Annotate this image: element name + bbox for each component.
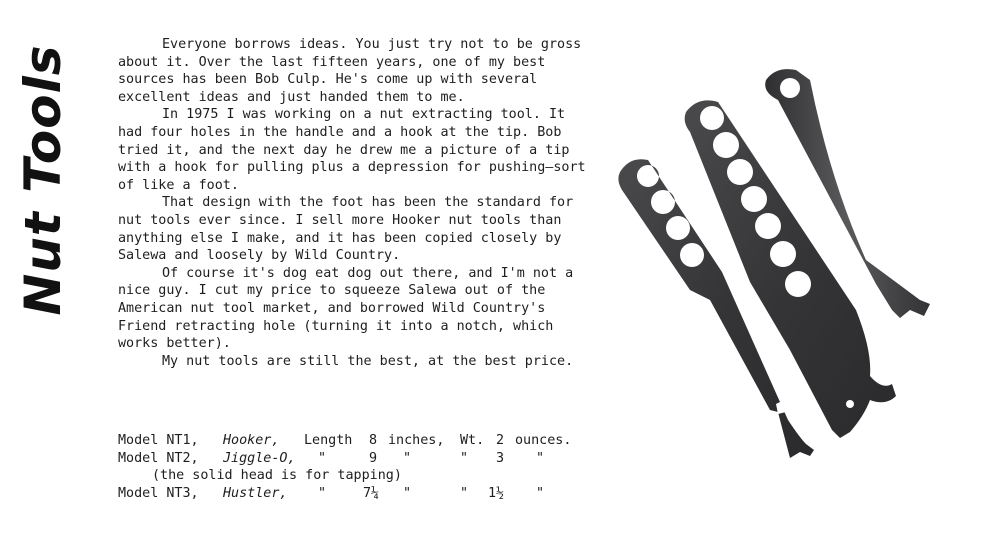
- page-title: [8, 40, 78, 320]
- model-name: Jiggle-O,: [223, 450, 296, 466]
- length-unit: inches,: [388, 433, 445, 448]
- article-body: [118, 36, 588, 370]
- ditto-mark: ": [460, 450, 469, 466]
- model-name: Hooker,: [223, 433, 280, 448]
- model-list: [118, 432, 588, 502]
- model-row-nt3: [118, 485, 588, 503]
- model-number: Model NT3,: [118, 485, 199, 501]
- nut-tools-photo: [600, 60, 960, 480]
- length-value: 8: [369, 433, 378, 448]
- note-text: (the solid head is for tapping): [152, 468, 402, 484]
- ditto-mark: ": [318, 450, 327, 466]
- model-number: Model NT2,: [118, 450, 199, 466]
- model-row-nt2: [118, 450, 588, 468]
- weight-unit: ounces.: [515, 433, 572, 448]
- weight-value: 3: [496, 450, 505, 466]
- model-note: [118, 467, 588, 485]
- length-value: 9: [369, 450, 378, 466]
- weight-label: Wt.: [460, 433, 485, 448]
- model-number: Model NT1,: [118, 433, 199, 448]
- paragraph: That design with the foot has been the standard for nut tools ever since. I sell more Hooker nut tools than anything else I make, and it has been copied closely by Salewa and loosely by Wild Country.: [118, 195, 574, 264]
- paragraph: My nut tools are still the best, at the best price.: [162, 353, 574, 369]
- model-name: Hustler,: [223, 485, 288, 501]
- length-label: Length: [304, 433, 353, 448]
- ditto-mark: ": [460, 485, 469, 501]
- ditto-mark: ": [536, 485, 545, 501]
- paragraph: Everyone borrows ideas. You just try not to be gross about it. Over the last fifteen years, one of my best sources has been Bob Culp. He's come up with several excellent ideas and just handed them to me.: [118, 37, 582, 105]
- length-value: 7¼: [363, 485, 380, 501]
- nut-tool-hustler: [765, 69, 930, 318]
- paragraph: In 1975 I was working on a nut extracting tool. It had four holes in the handle and a hook at the tip. Bob tried it, and the next day he drew me a picture of a tip with a hook for pulling plus a depression for pushing—sort of like a foot.: [118, 107, 586, 193]
- weight-value: 1½: [488, 485, 505, 501]
- ditto-mark: ": [536, 450, 545, 466]
- ditto-mark: ": [403, 485, 412, 501]
- title-text: Nut Tools: [14, 44, 72, 316]
- model-row-nt1: [118, 432, 588, 450]
- ditto-mark: ": [318, 485, 327, 501]
- weight-value: 2: [496, 433, 505, 448]
- ditto-mark: ": [403, 450, 412, 466]
- paragraph: Of course it's dog eat dog out there, and I'm not a nice guy. I cut my price to squeeze Salewa out of the American nut tool market, and borrowed Wild Country's Friend retracting hole (turning it into a notch, which works better).: [118, 265, 574, 352]
